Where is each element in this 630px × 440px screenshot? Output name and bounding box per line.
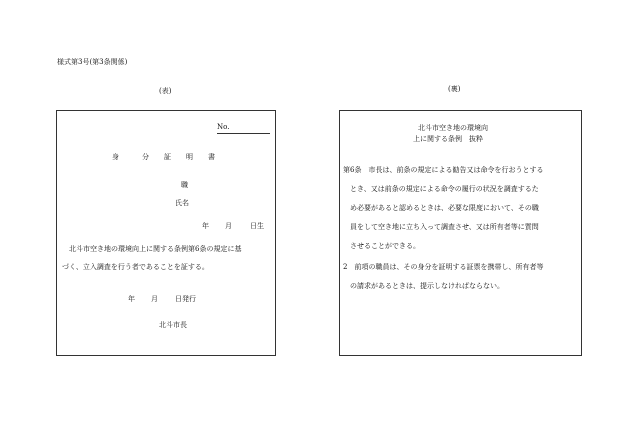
issuer: 北斗市長 bbox=[159, 321, 187, 329]
issue-year: 年 bbox=[128, 295, 135, 303]
article-line: させることができる。 bbox=[350, 242, 420, 250]
position-label: 職 bbox=[181, 181, 188, 189]
article-line: とき、又は前条の規定による命令の履行の状況を調査するた bbox=[350, 185, 539, 193]
article-line: 第6条 市長は、前条の規定による勧告又は命令を行おうとする bbox=[343, 166, 544, 174]
article-line: 員をして空き地に立ち入って調査させ、又は所有者等に質問 bbox=[350, 223, 539, 231]
birth-day: 日生 bbox=[250, 222, 264, 230]
back-title-line1: 北斗市空き地の環境向 bbox=[418, 124, 488, 132]
number-field bbox=[217, 123, 229, 132]
certificate-title bbox=[112, 153, 215, 162]
birth-year: 年 bbox=[202, 222, 209, 230]
birth-date bbox=[202, 222, 264, 231]
back-title-line2: 上に関する条例 抜粋 bbox=[413, 135, 483, 143]
paragraph-line: 2 前項の職員は、その身分を証明する証票を携帯し、所有者等 bbox=[343, 263, 544, 271]
front-side-label: (表) bbox=[159, 87, 172, 95]
name-label: 氏名 bbox=[175, 199, 189, 207]
title-char: 証 bbox=[164, 153, 171, 161]
title-char: 書 bbox=[208, 153, 215, 161]
back-side-label: (裏) bbox=[448, 85, 461, 93]
back-card bbox=[339, 110, 582, 356]
title-char: 明 bbox=[186, 153, 193, 161]
certificate-body-line: づく、立入調査を行う者であることを証する。 bbox=[62, 263, 209, 271]
issue-day: 日発行 bbox=[175, 295, 196, 303]
issue-date bbox=[128, 295, 196, 304]
birth-month: 月 bbox=[225, 222, 232, 230]
issue-month: 月 bbox=[151, 295, 158, 303]
front-card bbox=[56, 110, 276, 356]
form-label: 様式第3号(第3条関係) bbox=[57, 58, 128, 66]
title-char: 身 bbox=[112, 153, 119, 161]
number-prefix: No. bbox=[217, 123, 230, 131]
certificate-body-line: 北斗市空き地の環境向上に関する条例第6条の規定に基 bbox=[69, 245, 242, 253]
title-char: 分 bbox=[142, 153, 149, 161]
paragraph-line: の請求があるときは、提示しなければならない。 bbox=[350, 282, 504, 290]
article-line: め必要があると認めるときは、必要な限度において、その職 bbox=[350, 204, 539, 212]
number-underline bbox=[217, 133, 270, 134]
